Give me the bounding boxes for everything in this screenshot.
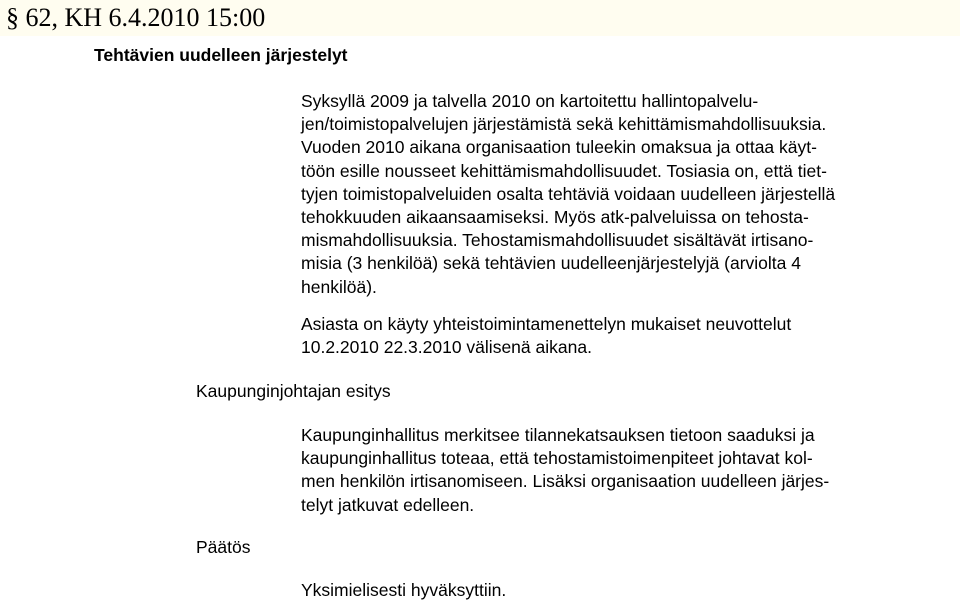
decision-label: Päätös bbox=[196, 537, 251, 557]
negotiation-line: 10.2.2010 22.3.2010 välisenä aikana. bbox=[301, 337, 592, 358]
proposal-label: Kaupunginjohtajan esitys bbox=[196, 381, 391, 401]
section-header: § 62, KH 6.4.2010 15:00 bbox=[6, 3, 266, 32]
proposal-line: men henkilön irtisanomiseen. Lisäksi organisaation uudelleen järjes- bbox=[301, 471, 830, 492]
description-line: töön esille nousseet kehittämismahdollisuudet. Tosiasia on, että tiet- bbox=[301, 160, 827, 181]
proposal-line: Kaupunginhallitus merkitsee tilannekatsauksen tietoon saaduksi ja bbox=[301, 425, 815, 445]
description-line: tyjen toimistopalveluiden osalta tehtäviä voidaan uudelleen järjestellä bbox=[301, 183, 836, 204]
decision-paragraph bbox=[301, 579, 901, 602]
description-line: henkilöä). bbox=[301, 276, 377, 297]
proposal-line: kaupunginhallitus toteaa, että tehostamistoimenpiteet johtavat kol- bbox=[301, 448, 813, 469]
description-line: mismahdollisuuksia. Tehostamismahdollisuudet sisältävät irtisano- bbox=[301, 230, 814, 251]
description-line: Syksyllä 2009 ja talvella 2010 on kartoitettu hallintopalvelu- bbox=[301, 91, 759, 111]
description-line: Vuoden 2010 aikana organisaation tuleekin omaksua ja ottaa käyt- bbox=[301, 137, 817, 158]
negotiation-line: Asiasta on käyty yhteistoimintamenettelyn mukaiset neuvottelut bbox=[301, 314, 792, 334]
page-title: Tehtävien uudelleen järjestelyt bbox=[94, 45, 348, 65]
proposal-paragraph bbox=[301, 424, 901, 517]
negotiation-paragraph bbox=[301, 313, 901, 359]
description-line: jen/toimistopalvelujen järjestämistä sekä kehittämismahdollisuuksia. bbox=[301, 114, 827, 135]
description-line: tehokkuuden aikaansaamiseksi. Myös atk-palveluissa on tehosta- bbox=[301, 207, 809, 228]
description-paragraph bbox=[301, 90, 901, 299]
description-line: misia (3 henkilöä) sekä tehtävien uudelleenjärjestelyjä (arviolta 4 bbox=[301, 253, 801, 274]
proposal-line: telyt jatkuvat edelleen. bbox=[301, 494, 475, 515]
decision-text: Yksimielisesti hyväksyttiin. bbox=[301, 580, 507, 600]
